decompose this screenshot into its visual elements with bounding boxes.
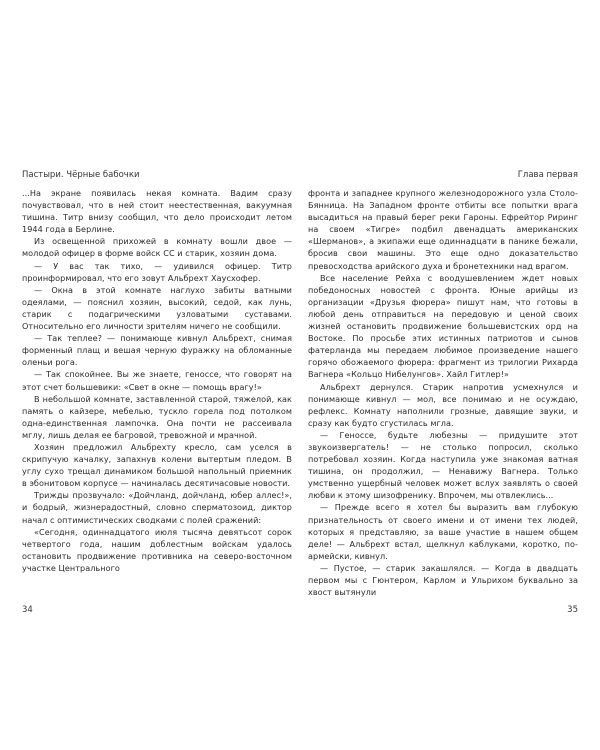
paragraph: Альбрехт дернулся. Старик напротив усмехнулся и понимающе кивнул — мол, все понимаю и не осуждаю, рефлекс. Комнату наполнили грозные, давящие звуки, и сразу как будто сгустилась мгла.: [308, 381, 578, 428]
running-head-text: Пастыри. Чёрные бабочки: [22, 170, 140, 180]
running-head-left: [22, 170, 292, 181]
running-head-right: [308, 170, 578, 181]
paragraph: Хозяин предложил Альбрехту кресло, сам уселся в скрипучую качалку, запахнув колени вытертым пледом. В углу сухо трещал динамиком большой напольный приемник в эбонитовом корпусе — начиналась десятичасовые новости.: [22, 441, 292, 489]
running-head-text: Глава первая: [517, 170, 578, 180]
left-page: [22, 170, 292, 616]
left-page-body: [22, 187, 292, 575]
paragraph: фронта и западнее крупного железнодорожного узла Столо-Бянница. На Западном фронте отбиты все попытки врага высадиться на правый берег реки Гароны. Ефрейтор Риринг на своем «Тигре» подбил двенадцать американских «Шерманов», а экипажи еще одиннадцати в панике бежали, бросив свои машины. Это еще одно доказательство превосходства арийского духа и бронетехники над врагом.: [308, 188, 578, 271]
paragraph: Все население Рейха с воодушевлением ждет новых победоносных новостей с фронта. Юные арийцы из организации «Друзья фюрера» пишут нам, что готовы в любой день отправиться на передовую и ценой своих жизней остановить продвижение большевистских орд на Востоке. По просьбе этих истинных патриотов и сынов фатерланда мы передаем любимое произведение нашего горячо обожаемого фюрера: фрагмент из трилогии Рихарда Вагнера «Кольцо Нибелунгов». Хайл Гитлер!»: [308, 272, 578, 380]
paragraph: — Прежде всего я хотел бы выразить вам глубокую признательность от своего имени и от имени тех людей, которых я представляю, за ваше участие в нашем общем деле! — Альбрехт встал, щелкнул каблуками, коротко, по-армейски, кивнул.: [308, 502, 578, 561]
paragraph: Трижды прозвучало: «Дойчланд, дойчланд, юбер аллес!», и бодрый, жизнерадостный, словно сперматозоид, диктор начал с оптимистических сводками с полей сражений:: [22, 490, 292, 525]
paragraph: Из освещенной прихожей в комнату вошли двое — молодой офицер в форме войск СС и старик, хозяин дома.: [22, 236, 292, 259]
page-number-right: 35: [567, 605, 578, 615]
paragraph: — Пустое, — старик закашлялся. — Когда в двадцать первом мы с Гюнтером, Карлом и Ульрихом буквально за хвост вытянули: [308, 562, 578, 598]
page-number-left: 34: [22, 605, 33, 615]
paragraph: — У вас так тихо, — удивился офицер. Титр проинформировал, что его зовут Альбрехт Хаусхофер.: [22, 260, 292, 283]
paragraph: В небольшой комнате, заставленной старой, тяжелой, как память о кайзере, мебелью, тускло горела под потолком одна-единственная лампочка. Она почти не рассеивала мглу, лишь делая ее багровой, тревожной и мрачной.: [22, 393, 292, 440]
paragraph: — Так спокойнее. Вы же знаете, геноссе, что говорят на этот счет большевики: «Свет в окне — помощь врагу!»: [22, 369, 292, 392]
paragraph: «Сегодня, одиннадцатого июля тысяча девятьсот сорок четвертого года, нашим доблестным войскам удалось остановить продвижение противника на северо-восточном участке Центрального: [22, 526, 292, 573]
paragraph: — Геноссе, будьте любезны — придушите этот звукоизвергатель! — не столько попросил, сколько потребовал хозяин. Когда наступила уже знакомая ватная тишина, он продолжил, — Ненавижу Вагнера. Только умственно ущербный человек может вслух заявлять о своей любви к этому шизофренику. Впрочем, мы отвлеклись...: [308, 429, 578, 501]
right-page-body: [308, 187, 578, 598]
paragraph: — Так теплее? — понимающе кивнул Альбрехт, снимая форменный плащ и вешая черную фуражку на обломанные оленьи рога.: [22, 333, 292, 368]
right-page: [308, 170, 578, 616]
paragraph: ...На экране появилась некая комната. Вадим сразу почувствовал, что в ней стоит неестественная, вакуумная тишина. Титр внизу сообщил, что дело происходит летом 1944 года в Берлине.: [22, 188, 292, 235]
paragraph: — Окна в этой комнате наглухо забиты ватными одеялами, — пояснил хозяин, высокий, седой, как лунь, старик с подагрическими узловатыми суставами. Относительно его личности зрителям ничего не сообщили.: [22, 284, 292, 332]
